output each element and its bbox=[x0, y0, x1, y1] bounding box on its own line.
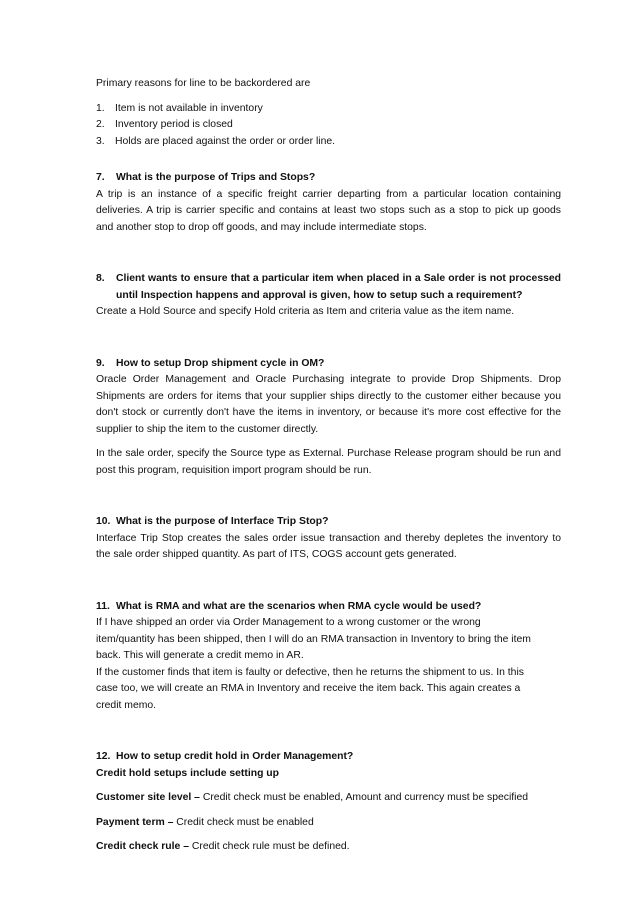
question-11-heading: 11. What is RMA and what are the scenarios when RMA cycle would be used? bbox=[96, 600, 482, 612]
list-item: 3. Holds are placed against the order or order line. bbox=[96, 135, 336, 147]
question-10-answer: Interface Trip Stop creates the sales order issue transaction and thereby depletes the inventory to the sale order shipped quantity. As part of ITS, COGS account gets generated. bbox=[96, 532, 561, 560]
credit-hold-item: Payment term – Credit check must be enabled bbox=[96, 816, 314, 828]
question-8-heading: 8. Client wants to ensure that a particular item when placed in a Sale order is not processed until Inspection happens and approval is given, how to setup such a requirement? bbox=[96, 273, 561, 301]
credit-hold-item: Customer site level – Credit check must be enabled, Amount and currency must be specified bbox=[96, 792, 529, 803]
question-7-heading: 7. What is the purpose of Trips and Stops? bbox=[96, 172, 316, 183]
backorder-reasons-list bbox=[96, 101, 561, 151]
question-7-answer: A trip is an instance of a specific freight carrier departing from a particular location containing deliveries. A trip is carrier specific and contains at least two stops such as a stop to pick up goods and another stop to drop off goods, and may include intermediate stops. bbox=[96, 188, 561, 233]
question-10-heading: 10. What is the purpose of Interface Trip Stop? bbox=[96, 516, 329, 527]
question-9-heading: 9. How to setup Drop shipment cycle in OM? bbox=[96, 357, 325, 369]
credit-hold-item: Credit check rule – Credit check rule must be defined. bbox=[96, 841, 350, 852]
list-item: 2. Inventory period is closed bbox=[96, 119, 233, 130]
list-item: 1. Item is not available in inventory bbox=[96, 102, 263, 114]
question-9-answer: Oracle Order Management and Oracle Purchasing integrate to provide Drop Shipments. Drop Shipments are orders for items that your supplier ships directly to the customer either because you don't stock or currently don't have the items in inventory, or because it's more cost effective for the supplier to ship the item to the customer directly. bbox=[96, 374, 561, 435]
document-page bbox=[96, 76, 561, 856]
intro-text: Primary reasons for line to be backordered are bbox=[96, 78, 311, 89]
question-8-answer: Create a Hold Source and specify Hold criteria as Item and criteria value as the item name. bbox=[96, 306, 515, 317]
question-9-answer-2: In the sale order, specify the Source type as External. Purchase Release program should be run and post this program, requisition import program should be run. bbox=[96, 448, 561, 476]
question-12-heading: 12. How to setup credit hold in Order Management? bbox=[96, 751, 354, 762]
question-12-subheading: Credit hold setups include setting up bbox=[96, 767, 279, 779]
question-11-answer: If I have shipped an order via Order Management to a wrong customer or the wrong item/quantity has been shipped, then I will do an RMA transaction in Inventory to bring the item back. This will generate a credit memo in AR. If the customer finds that item is faulty or defective, then he returns the shipment to us. In this case too, we will create an RMA in Inventory and receive the item back. This again creates a credit memo. bbox=[96, 617, 531, 711]
